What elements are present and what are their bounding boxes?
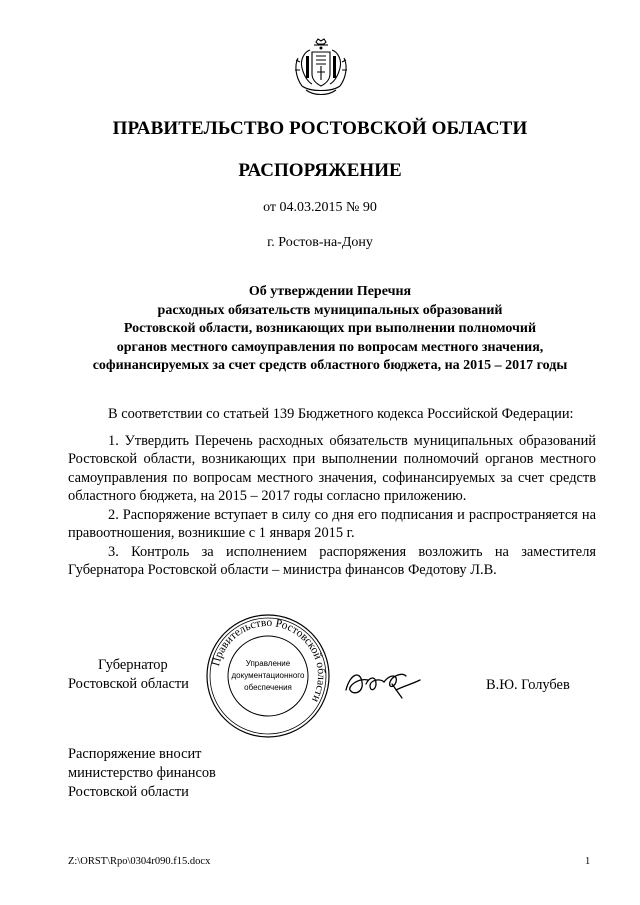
stamp-inner-line: документационного [231,671,305,680]
stamp-ring-text: Правительство Ростовской области [210,616,328,705]
subject-line: расходных обязательств муниципальных образований [157,302,503,318]
item-paragraph-3: 3. Контроль за исполнением распоряжения возложить на заместителя Губернатора Ростовской области – министра финансов Федотову Л.В. [68,543,596,578]
item-paragraph-2: 2. Распоряжение вступает в силу со дня его подписания и распространяется на правоотношения, возникшие с 1 января 2015 г. [68,506,596,541]
document-subject [70,283,590,376]
item-paragraph-1: 1. Утвердить Перечень расходных обязательств муниципальных образований Ростовской области, возникающих при выполнении полномочий органов местного самоуправления по вопросам местного значения, софинансируемых за счет средств областного бюджета, на 2015 – 2017 годы согласно приложению. [68,432,596,504]
subject-line: органов местного самоуправления по вопросам местного значения, [116,339,544,355]
introduced-by [68,745,216,802]
handwritten-signature [340,660,430,704]
introduced-line: Ростовской области [68,784,189,800]
government-title: ПРАВИТЕЛЬСТВО РОСТОВСКОЙ ОБЛАСТИ [112,118,528,139]
document-body [68,405,596,580]
coat-of-arms-icon [292,38,350,100]
position-line: Ростовской области [68,675,189,692]
subject-line: Об утверждении Перечня [248,284,412,299]
official-stamp [205,613,331,739]
introduced-line: министерство финансов [68,765,216,781]
date-number: от 04.03.2015 № 90 [263,200,377,215]
signatory-position [68,656,218,693]
document-type-title: РАСПОРЯЖЕНИЕ [238,160,402,181]
position-line: Губернатор [98,657,168,673]
signatory-name: В.Ю. Голубев [486,677,570,693]
subject-line: Ростовской области, возникающих при выполнении полномочий [123,321,537,336]
introduced-line: Распоряжение вносит [68,746,202,762]
file-path: Z:\ORST\Rpo\0304r090.f15.docx [68,856,211,867]
intro-paragraph: В соответствии со статьей 139 Бюджетного кодекса Российской Федерации: [108,406,574,422]
subject-line: софинансируемых за счет средств областного бюджета, на 2015 – 2017 годы [92,358,568,373]
stamp-inner-line: Управление [245,659,291,668]
page-number: 1 [585,856,591,867]
stamp-inner-line: обеспечения [244,683,292,692]
city: г. Ростов-на-Дону [267,235,373,250]
